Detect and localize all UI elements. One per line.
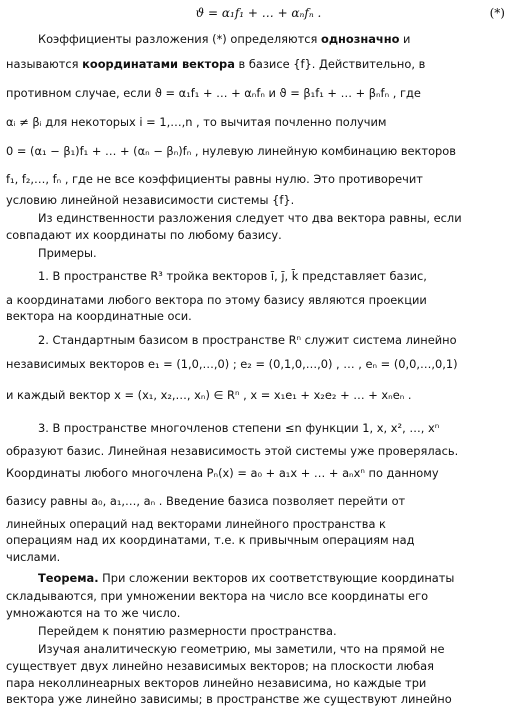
text-line: независимых векторов e₁ = (1,0,…,0) ; e₂ = (0,1,0,…,0) , … , eₙ = (0,0,…,0,1) <box>6 357 458 371</box>
text-line: совпадают их координаты по любому базису. <box>6 228 282 242</box>
text-line: умножаются на то же число. <box>6 606 181 620</box>
text-line: Из единственности разложения следует что два вектора равны, если <box>38 211 462 225</box>
emphasis-text: координатами вектора <box>82 57 235 71</box>
text-line: образуют базис. Линейная независимость этой системы уже проверялась. <box>6 444 459 458</box>
text-line: Перейдем к понятию размерности пространства. <box>38 624 337 638</box>
text-line: и каждый вектор x = (x₁, x₂,…, xₙ) ∈ Rⁿ , x = x₁e₁ + x₂e₂ + … + xₙeₙ . <box>6 388 412 402</box>
formula-expansion: ϑ = α₁f₁ + … + αₙfₙ . <box>195 6 322 20</box>
text-line <box>38 32 511 46</box>
text-line: числами. <box>6 550 61 564</box>
text-line: пара неколлинеарных векторов линейно независима, но каждые три <box>6 676 427 690</box>
section-label: Примеры. <box>38 246 97 260</box>
text-line: условию линейной независимости системы {f}. <box>6 193 295 207</box>
text-line <box>38 571 511 585</box>
text-line: линейных операций над векторами линейного пространства к <box>6 517 386 531</box>
text-line: 3. В пространстве многочленов степени ≤n функции 1, x, x², …, xⁿ <box>38 421 440 435</box>
text-line: вектора уже линейно зависимы; в пространстве же существуют линейно <box>6 692 452 706</box>
text-line: 1. В пространстве R³ тройка векторов ī, j̄, k̄ представляет базис, <box>38 269 427 283</box>
text-line: 0 = (α₁ − β₁)f₁ + … + (αₙ − βₙ)fₙ , нулевую линейную комбинацию векторов <box>6 144 456 158</box>
text-fragment: и <box>399 32 411 46</box>
text-fragment: называются <box>6 57 83 71</box>
text-line: складываются, при умножении вектора на число все координаты его <box>6 589 429 603</box>
text-line: операциям над их координатами, т.е. к привычным операциям над <box>6 533 415 547</box>
text-line: а координатами любого вектора по этому базису являются проекции <box>6 293 427 307</box>
text-line: базису равны a₀, a₁,…, aₙ . Введение базиса позволяет перейти от <box>6 494 406 508</box>
text-fragment: в базисе {f}. Действительно, в <box>234 57 426 71</box>
text-line: противном случае, если ϑ = α₁f₁ + … + αₙfₙ и ϑ = β₁f₁ + … + βₙfₙ , где <box>6 86 421 100</box>
text-line: Изучая аналитическую геометрию, мы заметили, что на прямой не <box>38 642 445 656</box>
text-line: Координаты любого многочлена Pₙ(x) = a₀ + a₁x + … + aₙxⁿ по данному <box>6 466 439 480</box>
text-fragment: При сложении векторов их соответствующие координаты <box>102 571 455 585</box>
text-fragment: Коэффициенты разложения (*) определяются <box>38 32 321 46</box>
theorem-label: Теорема. <box>38 571 99 585</box>
text-line: вектора на координатные оси. <box>6 309 192 323</box>
equation-tag: (*) <box>489 6 505 20</box>
text-line: αᵢ ≠ βᵢ для некоторых i = 1,…,n , то вычитая почленно получим <box>6 115 387 129</box>
text-line <box>6 57 511 71</box>
text-line: существует двух линейно независимых векторов; на плоскости любая <box>6 659 434 673</box>
text-line: 2. Стандартным базисом в пространстве Rⁿ служит система линейно <box>38 333 457 347</box>
text-line: f₁, f₂,…, fₙ , где не все коэффициенты равны нулю. Это противоречит <box>6 172 423 186</box>
emphasis-text: однозначно <box>321 32 400 46</box>
